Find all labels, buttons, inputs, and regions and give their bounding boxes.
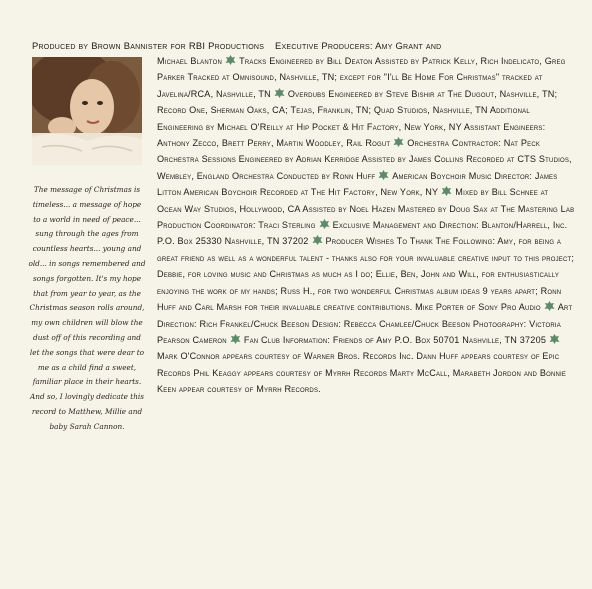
credit-segment: Orchestra Contractor: Nat Peck Orchestra Sessions Engineered by Adrian Kerridge Assisted by James Collins Recorded at CTS Studios, Wembley, England Orchestra Conducted by Ronn Huff	[157, 138, 572, 181]
credit-segment: Tracks Engineered by Bill Deaton Assisted by Patrick Kelly, Rich Indelicato, Greg Parker Tracked at Omnisound, Nashville, TN; except for "I'll Be Home For Christmas" tracked at Javelina/RCA, Nashville, TN	[157, 56, 566, 99]
holly-leaf-icon	[378, 170, 389, 180]
holly-leaf-icon	[312, 235, 323, 245]
credit-segment: American Boychoir Music Director: James Litton American Boychoir Recorded at The Hit Factory, New York, NY	[157, 170, 558, 198]
credit-segment: Exclusive Management and Direction: Blanton/Harrell, Inc. P.O. Box 25330 Nashville, TN 37202	[157, 220, 568, 247]
credit-segment: Mixed by Bill Schnee at Ocean Way Studios, Hollywood, CA Assisted by Noel Hazen Mastered by Doug Sax at The Mastering Lab Production Coordinator: Traci Sterling	[157, 187, 575, 231]
executive-producers-credit: Executive Producers: Amy Grant and	[275, 40, 442, 51]
credit-segment: Fan Club Information: Friends of Amy P.O. Box 50701 Nashville, TN 37205	[243, 334, 547, 345]
header-line	[32, 38, 562, 54]
holly-leaf-icon	[441, 186, 452, 196]
holly-leaf-icon	[274, 88, 285, 98]
credit-segment: Art Direction: Rich Frankel/Chuck Beeson Design: Rebecca Chamlee/Chuck Beeson Photography: Victoria Pearson Cameron	[157, 302, 573, 345]
credit-segment: Mark O'Connor appears courtesy of Warner Bros. Records Inc. Dann Huff appears courtesy of Epic Records Phil Keaggy appears courtesy of Myrrh Records Marty McCall, Marabeth Jordon and Bonnie Keen appear courtesy of Myrrh Records.	[157, 351, 567, 395]
credits-block	[157, 53, 575, 398]
holly-leaf-icon	[393, 137, 404, 147]
holly-leaf-icon	[544, 301, 555, 311]
holly-leaf-icon	[319, 219, 330, 229]
credit-segment: Producer Wishes To Thank The Following: Amy, for being a great friend as well as a wonderful talent - thanks also for your invaluable creative input to this project; Debbie, for loving music and Christmas as much as I do; Ellie, Ben, John and Will, for enthusiastically enjoying the work of my hands; Russ H., for two wonderful Christmas album ideas 9 years apart; Ronn Huff and Carl Marsh for their invaluable creative contributions. Mike Porter of Sony Pro Audio	[157, 236, 575, 313]
holly-leaf-icon	[549, 334, 560, 344]
credit-segment: Michael Blanton	[157, 56, 223, 66]
producer-credit: Produced by Brown Bannister for RBI Productions	[32, 40, 265, 51]
dedication-text: The message of Christmas is timeless... a message of hope to a world in need of peace... sung through the ages from countless hearts... young and old... in songs remembered and songs forgotten. It's my hope that from year to year, as the Christmas season rolls around, my own children will blow the dust off of this recording and let the songs that were dear to me as a child find a sweet, familiar place in their hearts. And so, I lovingly dedicate this record to Matthew, Millie and baby Sarah Cannon.	[28, 185, 146, 431]
credit-segment: Overdubs Engineered by Steve Bishir at The Dugout, Nashville, TN; Record One, Sherman Oaks, CA; Tejas, Franklin, TN; Quad Studios, Nashville, TN Additional Engineering by Michael O'Reilly at Hip Pocket & Hit Factory, New York, NY Assistant Engineers: Anthony Zecco, Brett Perry, Martin Woodley, Rail Rogut	[157, 88, 558, 149]
holly-leaf-icon	[225, 55, 236, 65]
portrait-photo	[32, 57, 142, 165]
holly-leaf-icon	[230, 334, 241, 344]
